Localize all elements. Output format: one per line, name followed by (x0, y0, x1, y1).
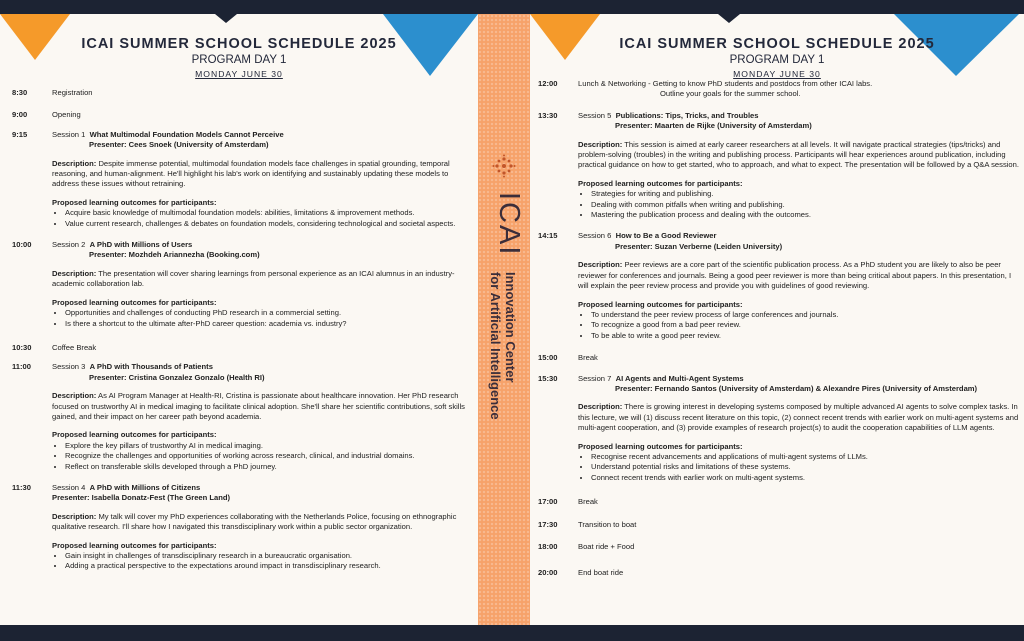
outcomes-list (52, 208, 472, 229)
time-label: 15:00 (538, 353, 558, 363)
top-notch (215, 14, 237, 23)
brand-line-2: for Artificial Intelligence (488, 272, 503, 420)
time-label: 10:00 (12, 240, 32, 250)
time-label: 17:00 (538, 497, 558, 507)
session-description: Description: There is growing interest in developing systems composed by multiple advanced AI agents to solve complex tasks. In this lecture, we will (1) discuss recent literature on this topic, (2) connect recent trends with earlier work on multi-agent systems and multi-agent cooperation, and (3) provide examples of research project(s) to audit the cooperation capabilities of LLM agents. (578, 402, 1019, 433)
bottom-bar (0, 625, 1024, 641)
schedule-item (538, 353, 1020, 363)
outcome-item: • Acquire basic knowledge of multimodal foundation models: abilities, limitations & improvement methods. (65, 208, 472, 218)
session-block (538, 111, 1020, 221)
outcomes-heading: Proposed learning outcomes for participants: (52, 297, 217, 307)
outcomes-list (52, 308, 472, 329)
outcome-item: • Recognize the challenges and opportunities of working across research, clinical, and industrial domains. (65, 451, 472, 461)
outcome-item: • Mastering the publication process and dealing with the outcomes. (591, 210, 1020, 220)
session-heading: Session 3 A PhD with Thousands of Patients (52, 362, 213, 372)
outcome-item: • Connect recent trends with earlier work on multi-agent systems. (591, 473, 1020, 483)
schedule-item (538, 568, 1020, 578)
session-description: Description: Peer reviews are a core part of the scientific publication process. As a PhD student you are likely to also be peer reviewer for conferences and journals. Being a good peer reviewer is more than being critical about papers. In this presentation, I will explain the peer review process and provide you with guidelines of good reviewing. (578, 260, 1012, 291)
outcomes-list (52, 551, 472, 572)
item-body (578, 374, 1020, 484)
schedule-item (538, 497, 1020, 507)
time-label: 9:00 (12, 110, 28, 120)
outcome-item: • Gain insight in challenges of transdisciplinary research in a bureaucratic organisation. (65, 551, 472, 561)
outcome-item: • To understand the peer review process of large conferences and journals. (591, 310, 1020, 320)
time-label: 18:00 (538, 542, 558, 551)
schedule-left (12, 88, 472, 572)
page-subtitle: PROGRAM DAY 1 (191, 54, 287, 66)
time-label: 17:30 (538, 519, 558, 529)
presenter: Presenter: Maarten de Rijke (University of Amsterdam) (615, 121, 812, 131)
item-body: Registration (52, 88, 93, 97)
page-title: ICAI SUMMER SCHOOL SCHEDULE 2025 (619, 36, 935, 52)
session-block (538, 374, 1020, 484)
session-description: Description: Despite immense potential, multimodal foundation models face challenges in spatial grounding, temporal reasoning, and human-alignment. He'll highlight his lab's work on identifying and sustainably updating these models to address these issues without retraining. (52, 158, 450, 189)
time-label: 20:00 (538, 568, 558, 578)
session-block (12, 130, 472, 229)
session-heading: Session 6 How to Be a Good Reviewer (578, 231, 717, 241)
item-body (52, 240, 472, 329)
time-label: 10:30 (12, 342, 32, 352)
session-heading: Session 7 AI Agents and Multi-Agent Systems (578, 373, 744, 383)
outcome-item: • Opportunities and challenges of conducting PhD research in a commercial setting. (65, 308, 472, 318)
outcomes-heading: Proposed learning outcomes for participants: (52, 197, 217, 207)
outcome-item: • Adding a practical perspective to the expectations around impact in transdisciplinary research. (65, 561, 472, 571)
outcome-item: • Dealing with common pitfalls when writing and publishing. (591, 200, 1020, 210)
schedule-item (538, 520, 1020, 530)
session-heading: Session 1 What Multimodal Foundation Models Cannot Perceive (52, 129, 284, 139)
presenter: Presenter: Fernando Santos (University of Amsterdam) & Alexandre Pires (University of Amsterdam) (615, 383, 978, 393)
session-heading: Session 2 A PhD with Millions of Users (52, 240, 193, 250)
session-heading: Session 5 Publications: Tips, Tricks, and Troubles (578, 110, 759, 120)
time-label: 11:30 (12, 482, 32, 492)
schedule-item (538, 79, 1020, 100)
page-header (0, 36, 478, 79)
session-block (538, 231, 1020, 341)
presenter: Presenter: Isabella Donatz-Fest (The Green Land) (52, 493, 231, 503)
schedule-item (538, 542, 1020, 552)
icai-dots-logo-icon (492, 154, 516, 178)
schedule-right (538, 79, 1020, 579)
page-subtitle: PROGRAM DAY 1 (729, 54, 825, 66)
page-title: ICAI SUMMER SCHOOL SCHEDULE 2025 (81, 36, 397, 52)
outcome-item: • Strategies for writing and publishing. (591, 189, 1020, 199)
page-date: MONDAY JUNE 30 (733, 69, 821, 79)
schedule-item (12, 343, 472, 353)
session-block (12, 483, 472, 572)
item-body (52, 483, 472, 572)
item-body: Boat ride + Food (578, 542, 635, 551)
schedule-page-right (530, 14, 1024, 625)
outcome-item: • Explore the key pillars of trustworthy AI in medical imaging. (65, 441, 472, 451)
item-body (578, 231, 1020, 341)
outcomes-heading: Proposed learning outcomes for participants: (52, 430, 217, 440)
outcomes-heading: Proposed learning outcomes for participants: (578, 441, 743, 451)
top-notch (718, 14, 740, 23)
session-description: Description: This session is aimed at early career researchers at all levels. It will navigate practical strategies (tips/tricks) and problem-solving (troubles) in the writing and publishing process. Participants will hear experiences around publication, including practical guidance on how to get started, who to approach, and what to expect. The presentation will be followed by a Q&A session. (578, 139, 1019, 170)
item-body (52, 130, 472, 229)
outcome-item: • Reflect on transferable skills developed through a PhD journey. (65, 462, 472, 472)
outcome-item: • Is there a shortcut to the ultimate after-PhD career question: academia vs. industry? (65, 319, 472, 329)
session-block (12, 362, 472, 472)
schedule-item (12, 88, 472, 98)
outcome-item: • Value current research, challenges & debates on foundation models, considering technological and societal aspects. (65, 219, 472, 229)
item-body: Lunch & Networking - Getting to know PhD students and postdocs from other ICAI labs. Outline your goals for the summer school. (578, 79, 873, 99)
outcome-item: • Recognise recent advancements and applications of multi-agent systems of LLMs. (591, 452, 1020, 462)
brand-name: ICAI (493, 192, 525, 257)
time-label: 14:15 (538, 231, 558, 241)
page-header (530, 36, 1024, 79)
top-bar (0, 0, 1024, 14)
item-body: Coffee Break (52, 342, 97, 352)
schedule-page-left (0, 14, 478, 625)
outcome-item: • To be able to write a good peer review. (591, 331, 1020, 341)
time-label: 15:30 (538, 373, 558, 383)
outcomes-heading: Proposed learning outcomes for participants: (578, 299, 743, 309)
outcomes-heading: Proposed learning outcomes for participants: (578, 178, 743, 188)
time-label: 8:30 (12, 88, 28, 97)
item-body: Opening (52, 110, 81, 120)
outcomes-list (52, 441, 472, 472)
item-body: Transition to boat (578, 519, 637, 529)
time-label: 11:00 (12, 362, 32, 372)
session-heading: Session 4 A PhD with Millions of Citizens (52, 482, 201, 492)
session-block (12, 240, 472, 329)
item-body: Break (578, 497, 598, 507)
time-label: 12:00 (538, 79, 558, 88)
outcomes-list (578, 310, 1020, 341)
item-body (578, 111, 1020, 221)
brand-line-1: Innovation Center (503, 272, 518, 383)
session-description: Description: The presentation will cover sharing learnings from personal experience as an ICAI alumnus in an industry-academic collaboration lab. (52, 268, 455, 289)
presenter: Presenter: Cees Snoek (University of Amsterdam) (89, 140, 269, 150)
item-body (52, 362, 472, 472)
outcome-item: • Understand potential risks and limitations of these systems. (591, 462, 1020, 472)
time-label: 9:15 (12, 129, 28, 139)
presenter: Presenter: Cristina Gonzalez Gonzalo (Health RI) (89, 372, 265, 382)
outcomes-heading: Proposed learning outcomes for participants: (52, 540, 217, 550)
item-body: Break (578, 353, 598, 363)
presenter: Presenter: Mozhdeh Ariannezha (Booking.com) (89, 250, 260, 260)
time-label: 13:30 (538, 110, 558, 120)
page-date: MONDAY JUNE 30 (195, 69, 283, 79)
schedule-item (12, 110, 472, 120)
outcome-item: • To recognize a good from a bad peer review. (591, 320, 1020, 330)
outcomes-list (578, 189, 1020, 220)
item-body: End boat ride (578, 568, 624, 578)
session-description: Description: My talk will cover my PhD experiences collaborating with the Netherlands Police, focusing on ethnographic qualitative research. I'll share how I navigated this transdisciplinary work within a public sector organization. (52, 511, 457, 532)
session-description: Description: As AI Program Manager at Health-RI, Cristina is passionate about healthcare innovation. Her PhD research focused on trustworthy AI in medical imaging to facilitate clinical adoption. She'll share her scientific contributions, soft skills gained, and their impact on her career path beyond academia. (52, 391, 465, 421)
brand-strip (478, 14, 530, 625)
presenter: Presenter: Suzan Verberne (Leiden University) (615, 241, 783, 251)
outcomes-list (578, 452, 1020, 483)
